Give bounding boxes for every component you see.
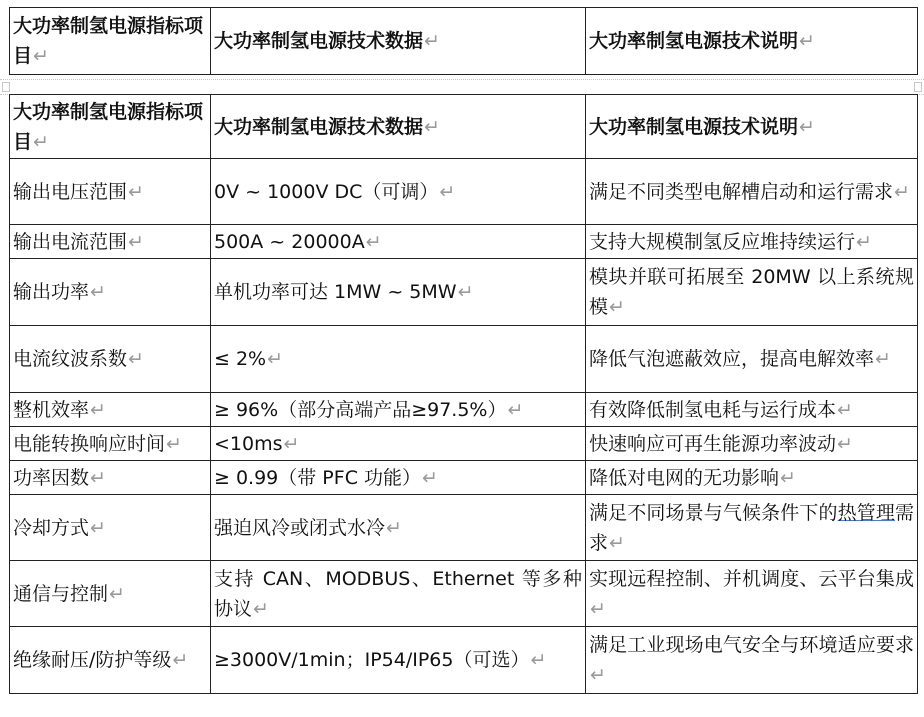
cell-item[interactable] bbox=[10, 393, 211, 427]
table-row bbox=[10, 561, 918, 627]
return-mark-icon bbox=[128, 231, 144, 253]
return-mark-icon bbox=[424, 30, 440, 52]
table-move-handle-icon[interactable] bbox=[2, 82, 10, 92]
cell-data[interactable] bbox=[211, 461, 586, 495]
return-mark-icon bbox=[172, 649, 188, 671]
cell-text: 有效降低制氢电耗与运行成本 bbox=[589, 398, 837, 421]
cell-text: 500A ~ 20000A bbox=[214, 230, 365, 253]
return-mark-icon bbox=[424, 116, 440, 138]
table-header-row bbox=[10, 95, 918, 159]
return-mark-icon bbox=[267, 348, 283, 370]
cell-data[interactable] bbox=[211, 561, 586, 627]
cell-text: 需求 bbox=[589, 501, 914, 554]
header-table-fragment bbox=[9, 7, 918, 75]
header-cell-item[interactable] bbox=[10, 95, 211, 159]
cell-text: 支持大规模制氢反应堆持续运行 bbox=[589, 230, 856, 253]
return-mark-icon bbox=[128, 181, 144, 203]
cell-data[interactable] bbox=[211, 326, 586, 393]
cell-desc[interactable] bbox=[586, 427, 918, 461]
cell-data[interactable] bbox=[211, 159, 586, 225]
return-mark-icon bbox=[590, 598, 606, 620]
cell-text: 绝缘耐压/防护等级 bbox=[13, 649, 172, 671]
return-mark-icon bbox=[33, 131, 49, 153]
cell-text: 模块并联可拓展至 20MW 以上系统规模 bbox=[589, 266, 914, 318]
return-mark-icon bbox=[837, 433, 853, 455]
return-mark-icon bbox=[422, 467, 438, 489]
cell-item[interactable] bbox=[10, 427, 211, 461]
cell-item[interactable] bbox=[10, 326, 211, 393]
header-cell-data[interactable] bbox=[211, 8, 586, 75]
return-mark-icon bbox=[253, 598, 269, 620]
header-item-label: 大功率制氢电源指标项目 bbox=[13, 15, 204, 67]
cell-data[interactable] bbox=[211, 495, 586, 561]
return-mark-icon bbox=[90, 399, 106, 421]
cell-desc[interactable] bbox=[586, 393, 918, 427]
return-mark-icon bbox=[894, 181, 910, 203]
table-row bbox=[10, 393, 918, 427]
cell-text: 电能转换响应时间 bbox=[13, 432, 166, 455]
cell-text: ≥ 96%（部分高端产品≥97.5%） bbox=[214, 398, 507, 421]
cell-item[interactable] bbox=[10, 627, 211, 694]
table-row bbox=[10, 627, 918, 694]
return-mark-icon bbox=[530, 649, 546, 671]
return-mark-icon bbox=[837, 399, 853, 421]
cell-desc[interactable] bbox=[586, 627, 918, 694]
header-cell-data[interactable] bbox=[211, 95, 586, 159]
cell-text: 输出电流范围 bbox=[13, 230, 128, 253]
return-mark-icon bbox=[609, 296, 625, 318]
return-mark-icon bbox=[439, 181, 455, 203]
header-data-label: 大功率制氢电源技术数据 bbox=[214, 30, 424, 52]
cell-desc[interactable] bbox=[586, 159, 918, 225]
return-mark-icon bbox=[128, 348, 144, 370]
return-mark-icon bbox=[799, 116, 815, 138]
cell-text: 满足工业现场电气安全与环境适应要求 bbox=[589, 634, 914, 656]
return-mark-icon bbox=[33, 45, 49, 67]
cell-desc[interactable] bbox=[586, 259, 918, 326]
table-row bbox=[10, 427, 918, 461]
cell-text: 强迫风冷或闭式水冷 bbox=[214, 516, 386, 539]
cell-text: 输出功率 bbox=[13, 281, 90, 303]
return-mark-icon bbox=[590, 664, 606, 686]
table-resize-handle-icon[interactable] bbox=[914, 82, 922, 92]
cell-text: 支持 CAN、MODBUS、Ethernet 等多种协议 bbox=[214, 567, 582, 620]
header-desc-label: 大功率制氢电源技术说明 bbox=[589, 115, 799, 138]
return-mark-icon bbox=[856, 231, 872, 253]
return-mark-icon bbox=[780, 467, 796, 489]
specs-table bbox=[9, 94, 918, 694]
cell-text: 满足不同场景与气候条件下的 bbox=[589, 501, 838, 524]
cell-item[interactable] bbox=[10, 225, 211, 259]
return-mark-icon bbox=[90, 281, 106, 303]
cell-data[interactable] bbox=[211, 393, 586, 427]
cell-item[interactable] bbox=[10, 495, 211, 561]
cell-text: 实现远程控制、并机调度、云平台集成 bbox=[589, 567, 914, 590]
header-data-label: 大功率制氢电源技术数据 bbox=[214, 115, 424, 138]
cell-desc[interactable] bbox=[586, 225, 918, 259]
header-cell-item[interactable] bbox=[10, 8, 211, 75]
spellcheck-underlined-text[interactable]: 热管理 bbox=[837, 501, 895, 524]
return-mark-icon bbox=[799, 30, 815, 52]
cell-text: 通信与控制 bbox=[13, 582, 109, 605]
header-row bbox=[10, 8, 918, 75]
cell-text: 降低气泡遮蔽效应，提高电解效率 bbox=[589, 348, 875, 370]
return-mark-icon bbox=[90, 467, 106, 489]
cell-data[interactable] bbox=[211, 259, 586, 326]
cell-text: 输出电压范围 bbox=[13, 180, 128, 203]
header-cell-desc[interactable] bbox=[586, 95, 918, 159]
return-mark-icon bbox=[507, 399, 523, 421]
cell-text: ≥3000V/1min；IP54/IP65（可选） bbox=[214, 649, 530, 671]
return-mark-icon bbox=[386, 517, 402, 539]
table-row bbox=[10, 259, 918, 326]
return-mark-icon bbox=[458, 281, 474, 303]
cell-desc[interactable] bbox=[586, 561, 918, 627]
cell-text: ≥ 0.99（带 PFC 功能） bbox=[214, 466, 421, 489]
cell-text: 功率因数 bbox=[13, 466, 90, 489]
top-page-edge bbox=[0, 0, 924, 7]
cell-text: 满足不同类型电解槽启动和运行需求 bbox=[589, 180, 894, 203]
table-row bbox=[10, 225, 918, 259]
table-row bbox=[10, 159, 918, 225]
cell-data[interactable] bbox=[211, 225, 586, 259]
cell-desc[interactable] bbox=[586, 326, 918, 393]
cell-item[interactable] bbox=[10, 159, 211, 225]
cell-desc[interactable] bbox=[586, 461, 918, 495]
cell-text: 快速响应可再生能源功率波动 bbox=[589, 432, 837, 455]
page-break-gap bbox=[0, 79, 924, 95]
cell-data[interactable] bbox=[211, 427, 586, 461]
return-mark-icon bbox=[284, 433, 300, 455]
cell-desc[interactable] bbox=[586, 495, 918, 561]
cell-item[interactable] bbox=[10, 561, 211, 627]
return-mark-icon bbox=[109, 583, 125, 605]
cell-text: ≤ 2% bbox=[214, 348, 267, 370]
header-item-label: 大功率制氢电源指标项目 bbox=[13, 100, 204, 153]
return-mark-icon bbox=[609, 532, 625, 554]
cell-text: 降低对电网的无功影响 bbox=[589, 466, 780, 489]
table-row bbox=[10, 461, 918, 495]
return-mark-icon bbox=[166, 433, 182, 455]
cell-text: 0V ~ 1000V DC（可调） bbox=[214, 180, 439, 203]
return-mark-icon bbox=[90, 517, 106, 539]
table-row bbox=[10, 495, 918, 561]
return-mark-icon bbox=[366, 231, 382, 253]
cell-item[interactable] bbox=[10, 259, 211, 326]
cell-text: 冷却方式 bbox=[13, 516, 90, 539]
header-desc-label: 大功率制氢电源技术说明 bbox=[589, 30, 799, 52]
table-row bbox=[10, 326, 918, 393]
header-cell-desc[interactable] bbox=[586, 8, 918, 75]
return-mark-icon bbox=[875, 348, 891, 370]
cell-text: 单机功率可达 1MW ~ 5MW bbox=[214, 281, 457, 303]
cell-text: 电流纹波系数 bbox=[13, 348, 128, 370]
cell-data[interactable] bbox=[211, 627, 586, 694]
cell-text: <10ms bbox=[214, 432, 283, 455]
cell-item[interactable] bbox=[10, 461, 211, 495]
cell-text: 整机效率 bbox=[13, 398, 90, 421]
